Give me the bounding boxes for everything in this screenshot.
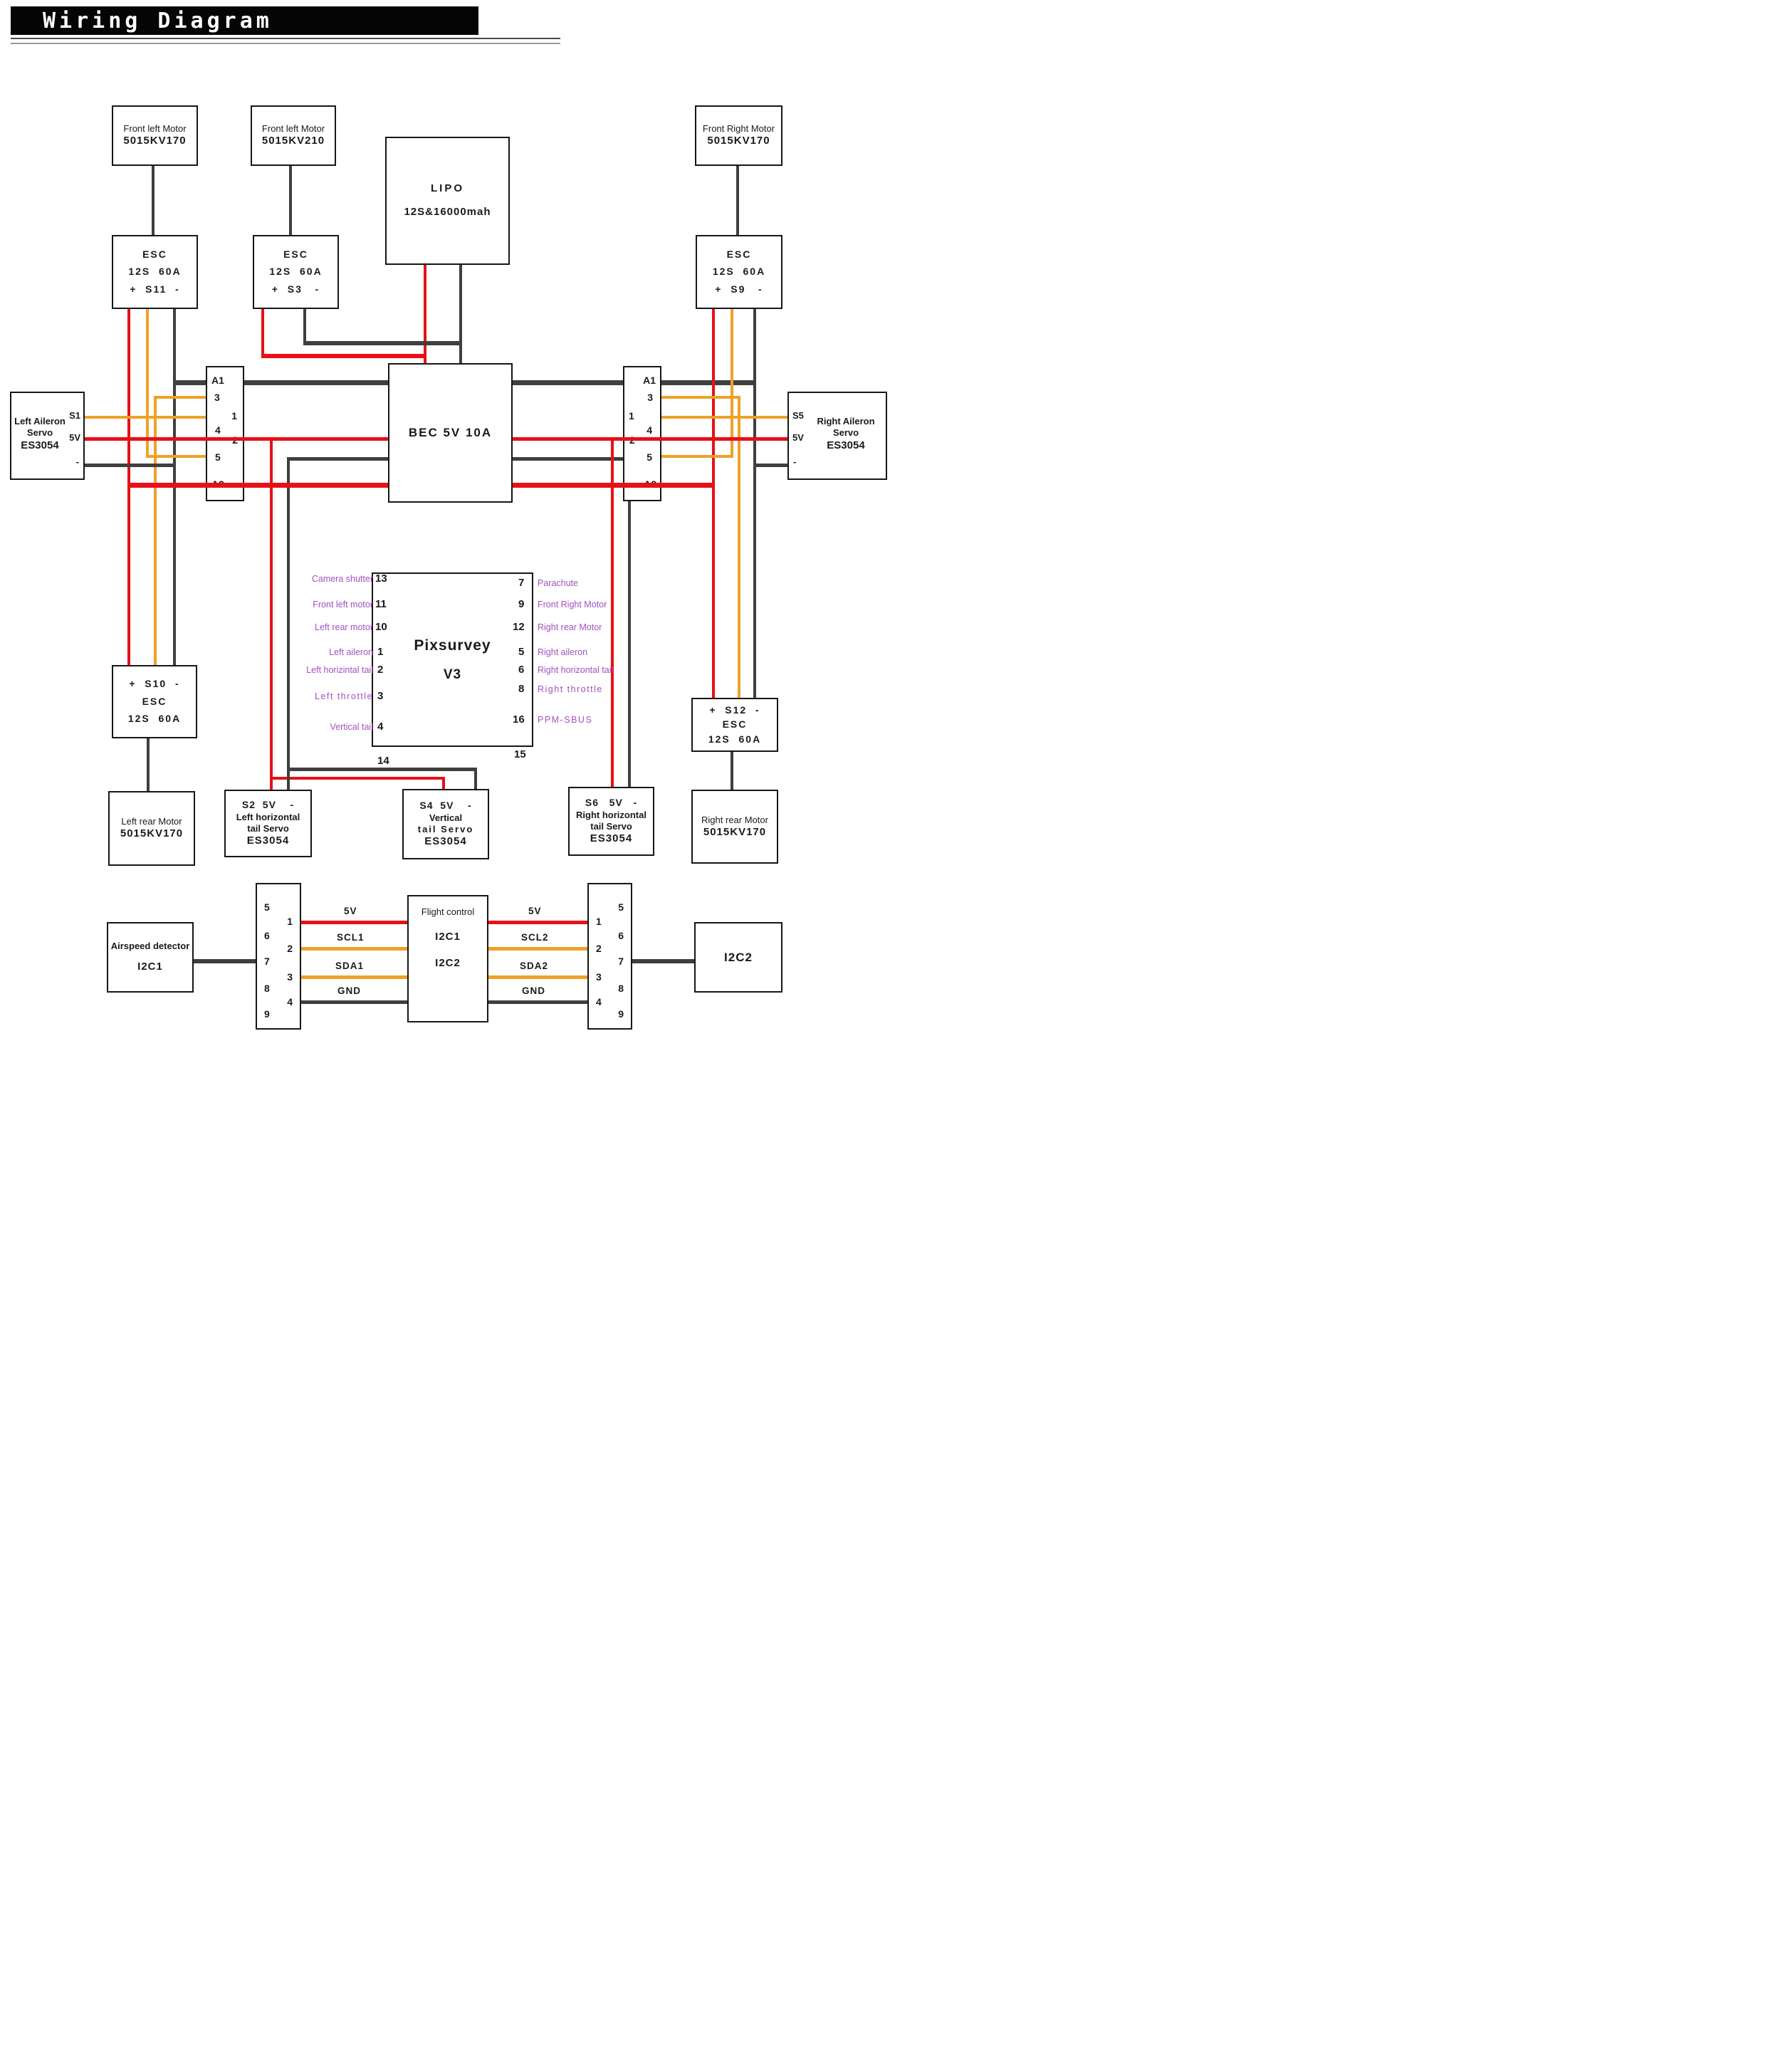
fc-label-right-horizontal-tail: Right horizontal tail [538,665,614,675]
fc-pin-16: 16 [513,713,525,726]
bl-pin-9: 9 [264,1008,270,1020]
right-conn-pin-1: 1 [629,410,634,422]
right-conn-pin-4: 4 [646,424,652,436]
esc-s10-line2: ESC [142,695,167,707]
fc-label-left-throttle: Left throttle [314,691,373,701]
fc-pin-8: 8 [518,683,525,695]
wire-row5-left [146,455,206,458]
front-right-motor-model: 5015KV170 [707,135,770,147]
fc-pin-3: 3 [377,690,384,702]
wire-s11-signal-v [146,306,149,458]
i2c2-label: I2C2 [724,950,753,964]
fc-label-vertical-tail: Vertical tail [330,722,373,732]
lipo-name: LIPO [430,182,464,195]
s2-line1: S2 5V - [241,799,295,811]
fc-label-ppm-sbus: PPM-SBUS [538,715,593,725]
label-gnd-right: GND [522,985,545,996]
flight-control-box [407,895,488,1022]
s2-line4: ES3054 [246,834,290,847]
fc-pin-9: 9 [518,598,525,610]
esc-s10-box [112,665,197,738]
wire-gnd-to-s6 [628,457,631,787]
right-aileron-servo-box [787,392,887,480]
s2-line2: Left horizontal [236,811,300,822]
label-5v-right: 5V [528,906,542,916]
bl-pin-7: 7 [264,956,270,967]
wire-right-servo-gnd [753,464,787,467]
left-conn-pin-5: 5 [215,451,221,463]
wire-scl2 [486,947,587,951]
i2c2-box [694,922,782,993]
s6-line1: S6 5V - [585,797,638,809]
wire-5v-to-s6 [611,437,614,787]
br-pin-2: 2 [596,943,602,954]
esc-s3-line3: + S3 - [271,283,320,295]
wire-pin3-to-s12-v [738,396,740,698]
s6-line4: ES3054 [590,832,633,845]
wire-s3-positive-h [261,354,426,358]
esc-s11-line1: ESC [142,248,167,260]
s4-servo-box [402,789,489,859]
wire-bec-gnd-left-h [287,457,388,461]
left-conn-pin-4: 4 [215,424,221,436]
esc-s9-line3: + S9 - [715,283,763,295]
fc-pin-13: 13 [375,572,387,585]
left-aileron-servo-box [10,392,85,480]
wire-gnd-to-s4-v [474,768,477,789]
wire-airspeed-link [191,959,256,963]
label-gnd-left: GND [337,985,361,996]
fc-label-front-left-motor: Front left motor [313,600,373,609]
esc-s12-line1: + S12 - [709,703,760,716]
wiring-diagram-canvas [0,0,890,1036]
flight-control-name: Flight control [421,906,475,917]
br-pin-8: 8 [618,983,624,994]
wire-motor1-esc-s11 [152,163,155,235]
fc-pin-6: 6 [518,664,525,676]
fc-label-right-throttle: Right throttle [538,684,603,694]
left-breakout-connector [206,366,244,501]
left-rear-motor-name: Left rear Motor [121,816,182,827]
wire-gnd-to-s2 [287,457,290,790]
right-breakout-connector [623,366,661,501]
s2-servo-box [224,790,312,857]
flight-control-i2c1: I2C1 [435,931,461,943]
left-conn-pin-3: 3 [214,392,220,403]
fc-pin-2: 2 [377,664,384,676]
bottom-left-connector [256,883,301,1030]
wire-row5-right [659,455,733,458]
right-conn-pin-a1: A1 [643,375,656,386]
front-left-motor-1-model: 5015KV170 [123,135,187,147]
esc-s11-line2: 12S 60A [128,266,182,278]
esc-s3-box [253,235,339,309]
s6-line3: tail Servo [590,820,632,832]
esc-s9-box [696,235,782,309]
s6-line2: Right horizontal [576,809,646,820]
bl-pin-2: 2 [287,943,293,954]
label-sda1: SDA1 [335,961,365,971]
title-bar [11,6,478,35]
lipo-spec: 12S&16000mah [404,206,491,218]
wire-scl1 [298,947,407,951]
label-scl2: SCL2 [521,932,549,943]
right-conn-pin-3: 3 [647,392,653,403]
wire-left-servo-gnd [82,464,174,467]
fc-pin-4: 4 [377,721,384,733]
right-aileron-line3: ES3054 [827,439,865,451]
fc-pin-1: 1 [377,646,384,658]
br-pin-4: 4 [596,996,602,1008]
wire-sda1 [298,975,407,979]
s2-line3: tail Servo [247,822,289,834]
s4-line3: tail Servo [417,823,474,834]
esc-s12-line2: ESC [722,718,748,731]
wire-s9-signal-v [731,306,733,458]
bottom-right-connector [587,883,632,1030]
left-servo-pin-gnd: - [75,456,79,467]
wire-s3-negative-h [303,341,462,345]
airspeed-port: I2C1 [137,961,163,973]
esc-s11-line3: + S11 - [130,283,180,295]
br-pin-5: 5 [618,901,624,913]
esc-s12-line3: 12S 60A [708,733,762,745]
br-pin-1: 1 [596,916,602,927]
wire-5v-to-s4-h [270,777,445,780]
esc-s12-box [691,698,778,752]
wire-right-ground-bus [753,306,756,698]
wire-right-positive-bus [712,306,715,698]
esc-s10-line3: 12S 60A [127,713,182,725]
fc-version: V3 [443,666,462,682]
airspeed-name: Airspeed detector [110,941,190,951]
fc-pin-15: 15 [514,748,526,760]
title-underline [11,38,560,44]
fc-label-left-rear-motor: Left rear motor [315,622,373,632]
wire-motor2-esc-s3 [289,163,292,235]
left-rear-motor-model: 5015KV170 [120,827,184,840]
wire-i2c2-link [629,959,694,963]
wire-sda2 [486,975,587,979]
wire-gnd2 [486,1000,587,1004]
right-aileron-line1: Right Aileron [817,416,875,427]
front-left-motor-2-model: 5015KV210 [261,135,325,147]
left-servo-pin-5v: 5V [69,432,80,443]
bl-pin-6: 6 [264,930,270,941]
br-pin-7: 7 [618,956,624,967]
fc-name: Pixsurvey [414,637,491,654]
bl-pin-1: 1 [287,916,293,927]
flight-control-i2c2: I2C2 [435,957,461,969]
fc-label-front-right-motor: Front Right Motor [538,600,607,609]
right-servo-pin-s5: S5 [792,410,804,421]
bec-label: BEC 5V 10A [408,426,493,440]
right-rear-motor-box [691,790,778,864]
left-aileron-line2: Servo [26,427,53,439]
esc-s11-box [112,235,198,309]
wire-5v-to-s4-v [442,777,445,789]
right-servo-pin-5v: 5V [792,432,804,443]
fc-pin-14: 14 [377,755,389,767]
esc-s10-line1: + S10 - [129,678,180,690]
esc-s9-line1: ESC [726,248,752,260]
wire-gnd1 [298,1000,407,1004]
bl-pin-8: 8 [264,983,270,994]
bec-box [388,363,513,503]
left-servo-pin-s1: S1 [69,410,80,421]
wire-s3-negative-v [303,306,306,344]
esc-s3-line1: ESC [283,248,308,260]
bl-pin-3: 3 [287,971,293,983]
br-pin-9: 9 [618,1008,624,1020]
fc-label-camera-shutter: Camera shutter [311,574,373,584]
fc-label-left-aileron: Left aileron [329,647,373,657]
front-left-motor-2-name: Front left Motor [261,123,325,134]
fc-label-right-aileron: Right aileron [538,647,588,657]
fc-pin-12: 12 [513,621,525,633]
fc-label-left-horizontal-tail: Left horizintal tail [306,665,373,675]
front-right-motor-box [695,105,782,166]
wire-row3-left [154,396,206,399]
right-aileron-line2: Servo [832,427,859,439]
left-conn-pin-1: 1 [231,410,237,422]
wire-pin14-h [287,768,477,771]
front-right-motor-name: Front Right Motor [702,123,775,134]
br-pin-3: 3 [596,971,602,983]
s4-line1: S4 5V - [419,800,472,812]
right-rear-motor-model: 5015KV170 [703,825,767,838]
s4-line4: ES3054 [424,835,467,848]
label-5v-left: 5V [344,906,357,916]
left-rear-motor-box [108,791,195,866]
label-scl1: SCL1 [337,932,365,943]
s6-servo-box [568,787,654,856]
wire-row3-right [659,396,740,399]
label-sda2: SDA2 [520,961,549,971]
wire-lipo-positive [424,262,426,363]
wire-5v-to-s2 [270,437,273,790]
page-title: Wiring Diagram [43,8,273,33]
front-left-motor-1-name: Front left Motor [123,123,187,134]
bl-pin-5: 5 [264,901,270,913]
br-pin-6: 6 [618,930,624,941]
airspeed-detector-box [107,922,194,993]
wire-lipo-negative [459,262,462,363]
esc-s9-line2: 12S 60A [712,266,766,278]
wire-5v-i2c2 [486,921,587,924]
fc-pin-7: 7 [518,577,525,589]
wire-s12-right-rear-motor [731,749,733,790]
front-left-motor-1-box [112,105,198,166]
fc-pin-10: 10 [375,621,387,633]
flight-controller-box [372,572,533,747]
fc-pin-11: 11 [375,598,387,610]
wire-5v-i2c1 [298,921,407,924]
left-aileron-line1: Left Aileron [14,416,66,427]
esc-s3-line2: 12S 60A [269,266,323,278]
bl-pin-4: 4 [287,996,293,1008]
fc-pin-5: 5 [518,646,525,658]
front-left-motor-2-box [251,105,336,166]
wire-motor3-esc-s9 [736,163,739,235]
right-rear-motor-name: Right rear Motor [701,814,768,825]
right-conn-pin-5: 5 [646,451,652,463]
wire-pin3-to-s10-v [154,396,157,665]
lipo-box [385,137,510,265]
left-aileron-line3: ES3054 [21,439,59,451]
right-servo-pin-gnd: - [793,456,797,467]
wire-s3-positive-v [261,306,264,357]
fc-label-parachute: Parachute [538,578,578,588]
fc-label-right-rear-motor: Right rear Motor [538,622,602,632]
s4-line2: Vertical [429,812,463,823]
left-conn-pin-a1: A1 [211,375,224,386]
wire-s10-left-rear-motor [147,736,150,791]
